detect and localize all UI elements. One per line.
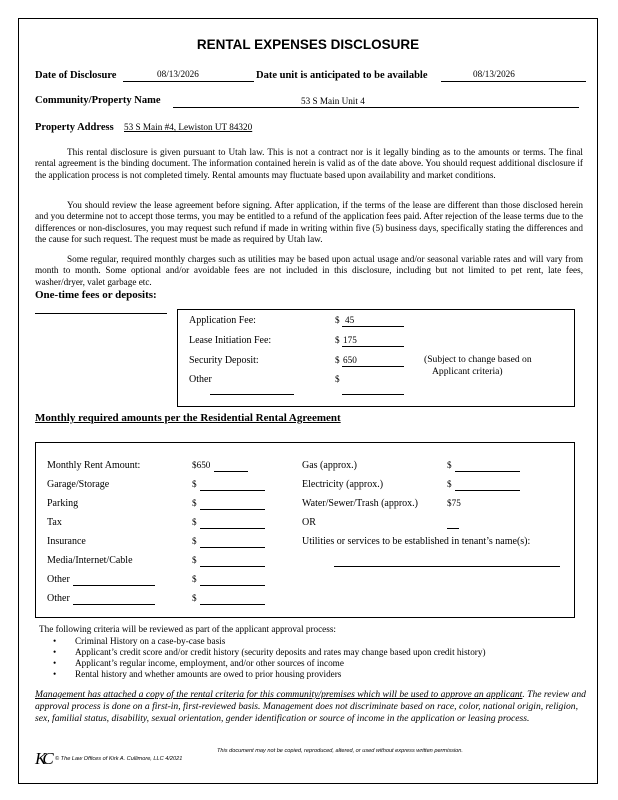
monthly-heading: Monthly required amounts per the Residential Rental Agreement xyxy=(35,412,341,424)
insurance-value: $ xyxy=(192,536,197,546)
criteria-item: • Applicant’s regular income, employment, and/or other sources of income xyxy=(75,658,486,669)
lease-initiation-fee-label: Lease Initiation Fee: xyxy=(189,335,272,346)
date-label: Date of Disclosure xyxy=(35,70,117,81)
page-title: RENTAL EXPENSES DISCLOSURE xyxy=(196,37,420,52)
other-fee-line xyxy=(342,394,404,395)
criteria-item: • Rental history and whether amounts are owed to prior housing providers xyxy=(75,669,486,680)
water-sewer-trash-label: Water/Sewer/Trash (approx.) xyxy=(302,498,419,509)
one-time-fees-box xyxy=(177,309,575,407)
available-label: Date unit is anticipated to be available xyxy=(256,70,428,81)
parking-line xyxy=(200,509,265,510)
other-monthly-name-line-2 xyxy=(73,604,155,605)
lease-initiation-fee-currency: $ xyxy=(335,335,340,345)
other-monthly-name-line-1 xyxy=(73,585,155,586)
lease-initiation-fee-value: 175 xyxy=(343,335,357,345)
water-sewer-trash-value: $75 xyxy=(447,498,461,508)
gas-line xyxy=(455,471,520,472)
garage-storage-value: $ xyxy=(192,479,197,489)
parking-label: Parking xyxy=(47,498,79,509)
monthly-rent-label: Monthly Rent Amount: xyxy=(47,460,141,471)
copyright-notice: © The Law Offices of Kirk A. Cullimore, LLC 4/2021 xyxy=(55,756,183,762)
other-monthly-value-1: $ xyxy=(192,574,197,584)
available-value: 08/13/2026 xyxy=(473,69,515,79)
gas-value: $ xyxy=(447,460,452,470)
utilities-tenant-label: Utilities or services to be established in tenant’s name(s): xyxy=(302,536,531,547)
tax-value: $ xyxy=(192,517,197,527)
management-underlined: Management has attached a copy of the rental criteria for this community/premises which will be used to approve an applicant xyxy=(35,689,523,700)
monthly-amounts-box xyxy=(35,442,575,618)
criteria-item: • Criminal History on a case-by-case basis xyxy=(75,636,486,647)
address-label: Property Address xyxy=(35,122,114,133)
community-underline xyxy=(173,107,579,108)
insurance-label: Insurance xyxy=(47,536,86,547)
paragraph-monthly-charges: Some regular, required monthly charges such as utilities may be based upon actual usage and/or seasonal variable rates and will vary from month to month. Some optional and/or avoidable fees are not included in this disclosure, including but not limited to pet rent, late fees, washer/dryer, valet garbage etc. xyxy=(35,254,583,287)
tax-line xyxy=(200,528,265,529)
address-value: 53 S Main #4, Lewiston UT 84320 xyxy=(124,122,253,132)
applicant-criteria-note: Applicant criteria) xyxy=(432,366,503,377)
other-monthly-value-2: $ xyxy=(192,593,197,603)
one-time-divider xyxy=(35,313,167,314)
date-value: 08/13/2026 xyxy=(157,69,199,79)
insurance-line xyxy=(200,547,265,548)
electricity-value: $ xyxy=(447,479,452,489)
tax-label: Tax xyxy=(47,517,62,528)
lease-initiation-fee-line xyxy=(342,346,404,347)
available-underline xyxy=(441,81,586,82)
firm-logo: KC xyxy=(35,749,50,768)
monthly-rent-value: $650 xyxy=(192,460,211,470)
media-internet-label: Media/Internet/Cable xyxy=(47,555,133,566)
other-monthly-line-2 xyxy=(200,604,265,605)
criteria-list xyxy=(75,636,486,680)
application-fee-label: Application Fee: xyxy=(189,315,256,326)
paragraph-legal: This rental disclosure is given pursuant to Utah law. This is not a contract nor is it legally binding as to the amounts or terms. The final rental agreement is the binding document. The information contained herein is valid as of the date above. You should request additional disclosure if the application process is not completed timely. Rental amounts may fluctuate based upon availability and market conditions. xyxy=(35,147,583,180)
subject-to-change-note: (Subject to change based on xyxy=(424,354,532,365)
security-deposit-value: 650 xyxy=(343,355,357,365)
or-line xyxy=(447,528,459,529)
management-rest: . The review and approval process is done on a first-in, first-reviewed basis. Management does not discriminate based on race, color, national origin, religion, sex, familial status, disability, sexual orientation, gender identification or source of income in the application or leasing process. xyxy=(35,689,586,725)
or-label: OR xyxy=(302,517,316,528)
other-fee-currency: $ xyxy=(335,374,340,384)
other-fee-label: Other xyxy=(189,374,212,385)
application-fee-value: 45 xyxy=(345,315,355,325)
one-time-heading: One-time fees or deposits: xyxy=(35,289,157,301)
community-value: 53 S Main Unit 4 xyxy=(301,96,365,106)
parking-value: $ xyxy=(192,498,197,508)
management-statement xyxy=(35,689,595,726)
copy-restriction-notice: This document may not be copied, reproduced, altered, or used without express written permission. xyxy=(217,748,463,754)
paragraph-review: You should review the lease agreement before signing. After application, if the terms of the lease are different than those disclosed herein and you determine not to accept those terms, you may be entitled to a refund of the application fees paid. After rejection of the lease terms due to the differences or non-disclosures, you may request such refund if made in writing within five (5) business days, specifically stating the differences and the cause for such request. The request must be made as required by Utah law. xyxy=(35,200,583,245)
criteria-intro: The following criteria will be reviewed as part of the applicant approval process: xyxy=(39,624,336,634)
gas-label: Gas (approx.) xyxy=(302,460,357,471)
other-monthly-label-1: Other xyxy=(47,574,70,585)
application-fee-line xyxy=(342,326,404,327)
utilities-tenant-line xyxy=(334,566,560,567)
other-fee-name-line xyxy=(210,394,294,395)
garage-storage-line xyxy=(200,490,265,491)
other-monthly-label-2: Other xyxy=(47,593,70,604)
application-fee-currency: $ xyxy=(335,315,340,325)
electricity-line xyxy=(455,490,520,491)
electricity-label: Electricity (approx.) xyxy=(302,479,384,490)
other-monthly-line-1 xyxy=(200,585,265,586)
criteria-item: • Applicant’s credit score and/or credit history (security deposits and rates may change based upon credit history) xyxy=(75,647,486,658)
security-deposit-currency: $ xyxy=(335,355,340,365)
community-label: Community/Property Name xyxy=(35,95,161,106)
media-internet-line xyxy=(200,566,265,567)
date-underline xyxy=(123,81,254,82)
garage-storage-label: Garage/Storage xyxy=(47,479,110,490)
monthly-rent-line xyxy=(214,471,248,472)
security-deposit-label: Security Deposit: xyxy=(189,355,259,366)
security-deposit-line xyxy=(342,366,404,367)
disclosure-page xyxy=(18,18,598,784)
media-internet-value: $ xyxy=(192,555,197,565)
